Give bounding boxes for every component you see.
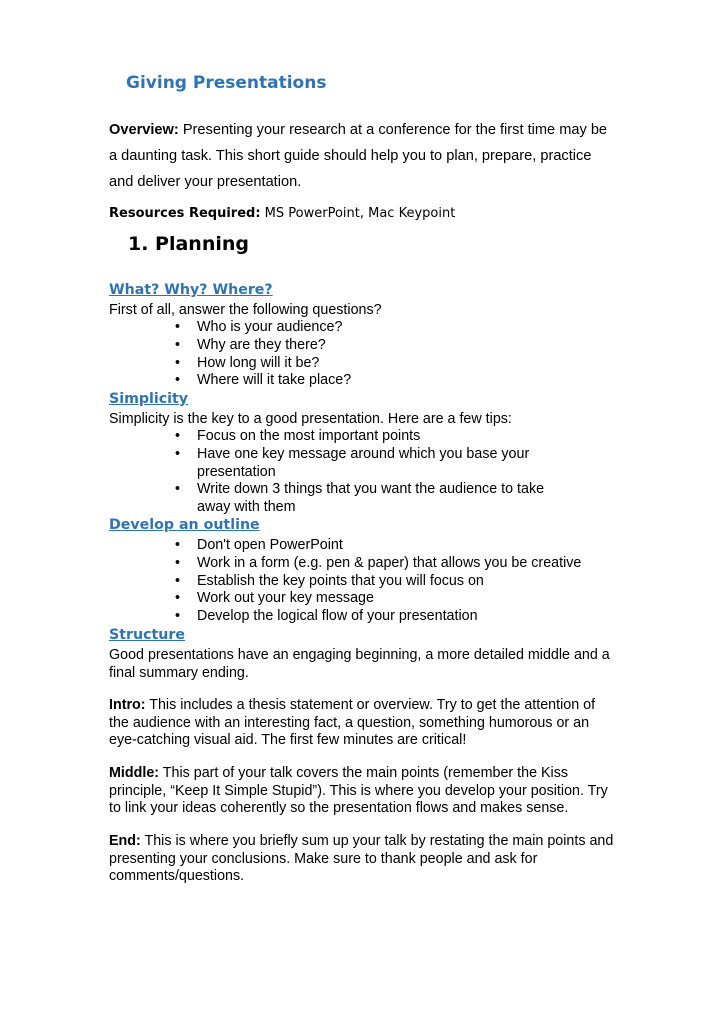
structure-intro: Good presentations have an engaging beginning, a more detailed middle and a final summary ending. [109,647,610,681]
resources-paragraph [109,206,629,221]
list-item: • Have one key message around which you base your presentation [175,446,545,482]
middle-label: Middle: [109,765,160,781]
list-item: • Where will it take place? [175,372,615,390]
end-label: End: [109,833,141,849]
overview-label: Overview: [109,122,179,138]
structure-end-paragraph [109,833,614,886]
list-item: • Who is your audience? [175,319,615,337]
resources-text: MS PowerPoint, Mac Keypoint [260,206,456,221]
resources-label: Resources Required: [109,206,261,221]
list-item: • Develop the logical flow of your presentation [175,608,635,626]
subheading-structure: Structure [109,627,186,643]
outline-list [175,537,635,626]
list-item: • How long will it be? [175,355,615,373]
overview-paragraph [109,117,609,195]
document-title: Giving Presentations [126,73,327,93]
end-text: This is where you briefly sum up your talk by restating the main points and presenting your conclusions. Make sure to thank people and ask for comments/questions. [109,833,614,884]
what-intro: First of all, answer the following questions? [109,302,382,318]
list-item: • Don't open PowerPoint [175,537,635,555]
simplicity-intro: Simplicity is the key to a good presentation. Here are a few tips: [109,411,512,427]
what-question-list [175,319,615,390]
simplicity-tips-list [175,428,545,517]
structure-middle-paragraph [109,765,614,818]
subheading-what-why-where: What? Why? Where? [109,282,273,298]
list-item: • Focus on the most important points [175,428,545,446]
list-item: • Establish the key points that you will focus on [175,573,635,591]
intro-label: Intro: [109,697,146,713]
list-item: • Work out your key message [175,590,635,608]
subheading-simplicity: Simplicity [109,391,189,407]
intro-text: This includes a thesis statement or overview. Try to get the attention of the audience with an interesting fact, a question, something humorous or an eye-catching visual aid. The first few minutes are critical! [109,697,596,748]
list-item: • Why are they there? [175,337,615,355]
middle-text: This part of your talk covers the main points (remember the Kiss principle, “Keep It Simple Stupid”). This is where you develop your position. Try to link your ideas coherently so the presentation flows and makes sense. [109,765,608,816]
list-item: • Write down 3 things that you want the audience to take away with them [175,481,545,517]
section-heading-planning: 1. Planning [128,233,250,255]
structure-intro-paragraph [109,697,614,750]
list-item: • Work in a form (e.g. pen & paper) that allows you be creative [175,555,635,573]
overview-text: Presenting your research at a conference for the first time may be a daunting task. This short guide should help you to plan, prepare, practice and deliver your presentation. [109,122,608,190]
subheading-develop-outline: Develop an outline [109,517,260,533]
